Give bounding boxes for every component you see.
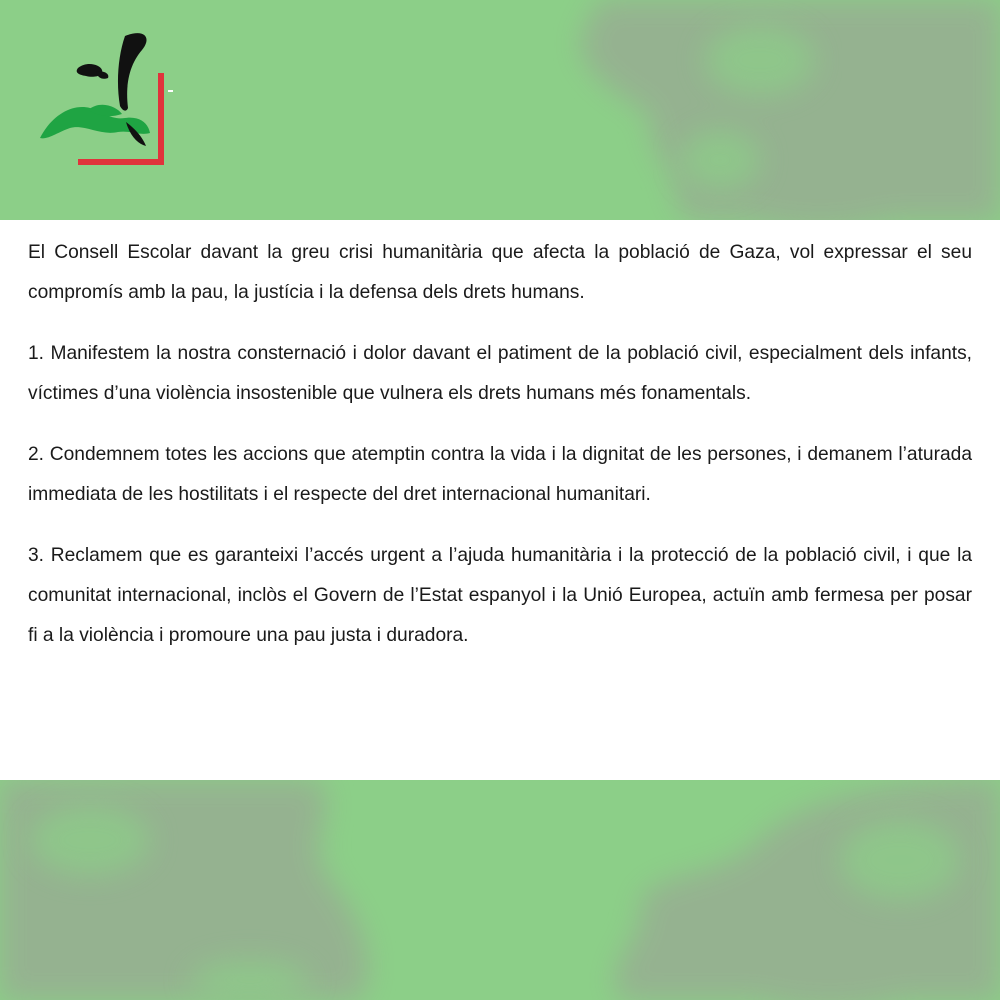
school-council-logo-icon (30, 28, 180, 173)
statement-point-3: 3. Reclamem que es garanteixi l’accés urgent a l’ajuda humanitària i la protecció de la població civil, i que la comunitat internacional, inclòs el Govern de l’Estat espanyol i la Unió Europea, actuïn amb fermesa per posar fi a la violència i promoure una pau justa i duradora. (28, 545, 972, 646)
statement-content (0, 220, 1000, 780)
watercolor-decoration (0, 780, 1000, 1000)
footer-band (0, 780, 1000, 1000)
statement-point-1: 1. Manifestem la nostra consternació i dolor davant el patiment de la població civil, especialment dels infants, víctimes d’una violència insostenible que vulnera els drets humans més fonamentals. (28, 343, 972, 404)
statement-point-2: 2. Condemnem totes les accions que atemptin contra la vida i la dignitat de les persones, i demanem l’aturada immediata de les hostilitats i el respecte del dret internacional humanitari. (28, 444, 972, 505)
statement-intro: El Consell Escolar davant la greu crisi humanitària que afecta la població de Gaza, vol expressar el seu compromís amb la pau, la justícia i la defensa dels drets humans. (28, 242, 972, 303)
header-band (0, 0, 1000, 220)
